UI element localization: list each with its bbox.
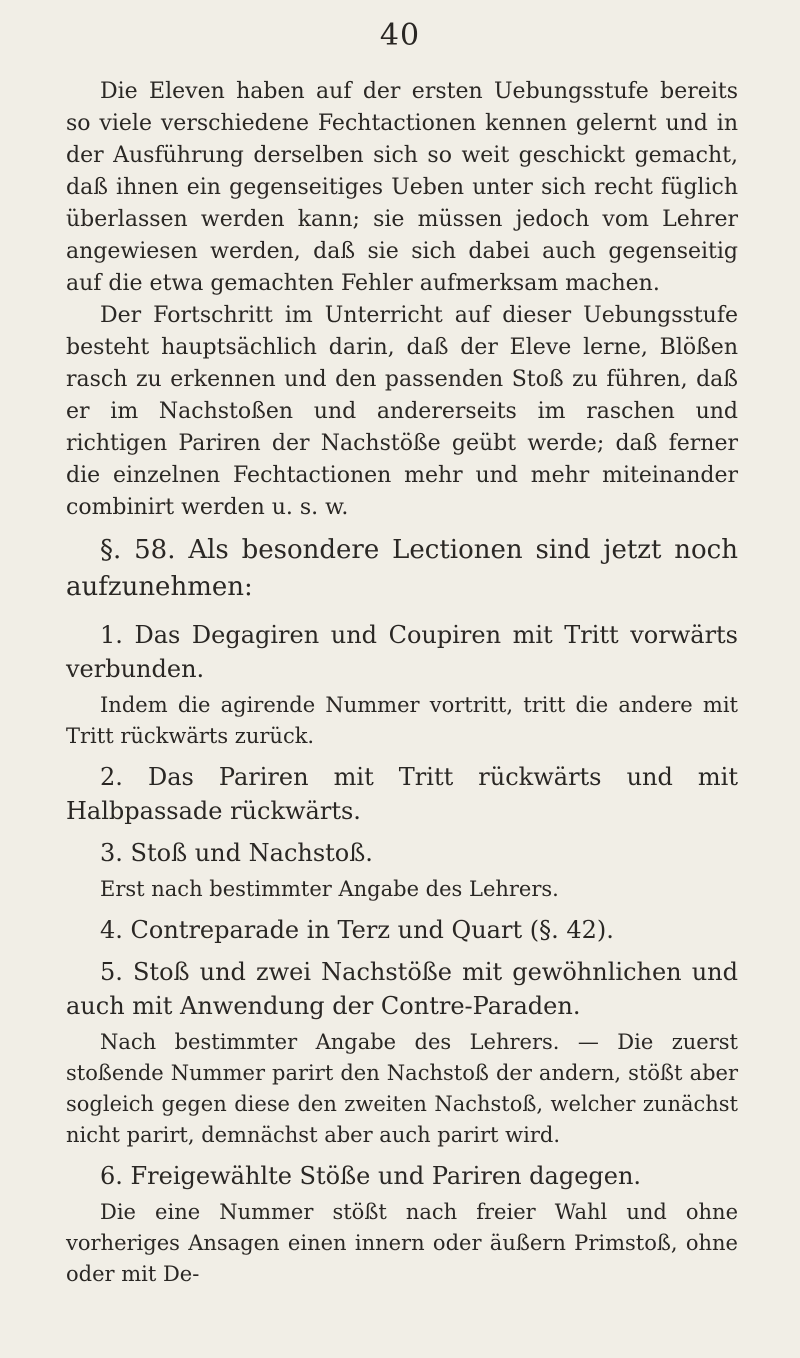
intro-paragraph: Die Eleven haben auf der ersten Uebungsstufe bereits so viele verschiedene Fechtactionen kennen gelernt und in der Ausführung derselben sich so weit geschickt gemacht, daß ihnen ein gegenseitiges Ueben unter sich recht füglich überlassen werden kann; sie müssen jedoch vom Lehrer angewiesen werden, daß sie sich dabei auch gegenseitig auf die etwa gemachten Fehler aufmerksam machen. bbox=[66, 79, 738, 296]
item-3-note: Erst nach bestimmter Angabe des Lehrers. bbox=[100, 877, 559, 901]
progress-paragraph: Der Fortschritt im Unterricht auf dieser Uebungsstufe besteht hauptsächlich darin, daß der Eleve lerne, Blößen rasch zu erkennen und den passenden Stoß zu führen, daß er im Nachstoßen und andererseits im raschen und richtigen Pariren der Nachstöße geübt werde; daß ferner die einzelnen Fechtactionen mehr und mehr miteinander combinirt werden u. s. w. bbox=[66, 303, 738, 520]
section-heading: §. 58. Als besondere Lectionen sind jetzt noch aufzunehmen: bbox=[66, 535, 738, 602]
item-1-note: Indem die agirende Nummer vortritt, tritt die andere mit Tritt rückwärts zurück. bbox=[66, 693, 738, 748]
item-6-note: Die eine Nummer stößt nach freier Wahl und ohne vorheriges Ansagen einen innern oder äußern Primstoß, ohne oder mit De- bbox=[66, 1200, 738, 1286]
item-5-note: Nach bestimmter Angabe des Lehrers. — Die zuerst stoßende Nummer parirt den Nachstoß der andern, stößt aber sogleich gegen diese den zweiten Nachstoß, welcher zunächst nicht parirt, demnächst aber auch parirt wird. bbox=[66, 1030, 738, 1147]
item-3-title: 3. Stoß und Nachstoß. bbox=[100, 839, 373, 867]
item-4-title: 4. Contreparade in Terz und Quart (§. 42). bbox=[100, 916, 614, 944]
item-1-title: 1. Das Degagiren und Coupiren mit Tritt vorwärts verbunden. bbox=[66, 621, 738, 683]
item-6-title: 6. Freigewählte Stöße und Pariren dagegen. bbox=[100, 1162, 642, 1190]
item-2-title: 2. Das Pariren mit Tritt rückwärts und mit Halbpassade rückwärts. bbox=[66, 763, 738, 825]
page-number: 40 bbox=[379, 18, 421, 53]
item-5-title: 5. Stoß und zwei Nachstöße mit gewöhnlichen und auch mit Anwendung der Contre-Paraden. bbox=[66, 958, 738, 1020]
